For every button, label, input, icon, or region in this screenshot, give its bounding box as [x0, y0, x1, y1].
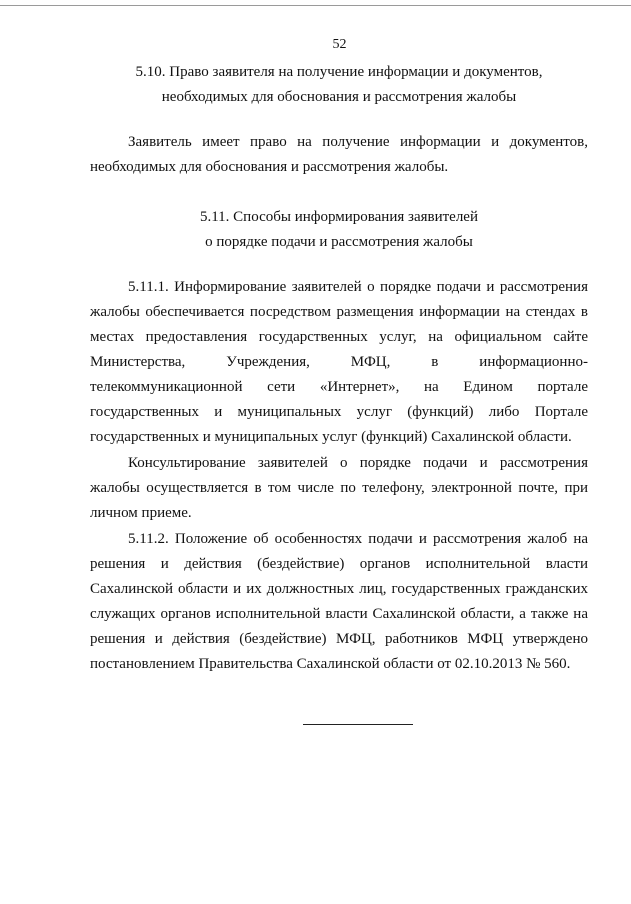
top-edge-line	[0, 5, 631, 6]
closing-rule	[303, 724, 413, 725]
section-5-11-consult-paragraph: Консультирование заявителей о порядке подачи и рассмотрения жалобы осуществляется в том числе по телефону, электронной почте, при личном приеме.	[90, 455, 588, 521]
section-5-11-1-paragraph: 5.11.1. Информирование заявителей о порядке подачи и рассмотрения жалобы обеспечивается посредством размещения информации на стендах в местах предоставления государственных услуг, на официальном сайте Министерства, Учреждения, МФЦ, в информационно-телекоммуникационной сети «Интернет», на Едином портале государственных и муниципальных услуг (функций) либо Портале государственных и муниципальных услуг (функций) Сахалинской области.	[90, 279, 588, 445]
section-5-10-heading-line1: 5.10. Право заявителя на получение информации и документов,	[135, 64, 543, 80]
section-5-11-2-paragraph: 5.11.2. Положение об особенностях подачи и рассмотрения жалоб на решения и действия (бездействие) органов исполнительной власти Сахалинской области и их должностных лиц, государственных гражданских служащих органов исполнительной власти Сахалинской области, а также на решения и действия (бездействие) МФЦ, работников МФЦ утверждено постановлением Правительства Сахалинской области от 02.10.2013 № 560.	[90, 531, 588, 672]
section-5-11-heading-line2: о порядке подачи и рассмотрения жалобы	[205, 234, 473, 250]
section-5-11-heading-line1: 5.11. Способы информирования заявителей	[199, 209, 478, 225]
section-5-11-heading	[90, 205, 588, 255]
section-5-10-heading-line2: необходимых для обоснования и рассмотрения жалобы	[161, 89, 517, 105]
section-5-10-heading	[90, 60, 588, 110]
page-number: 52	[332, 37, 347, 52]
section-5-10-paragraph: Заявитель имеет право на получение информации и документов, необходимых для обоснования и рассмотрения жалобы.	[90, 134, 588, 175]
page-content	[90, 60, 588, 677]
